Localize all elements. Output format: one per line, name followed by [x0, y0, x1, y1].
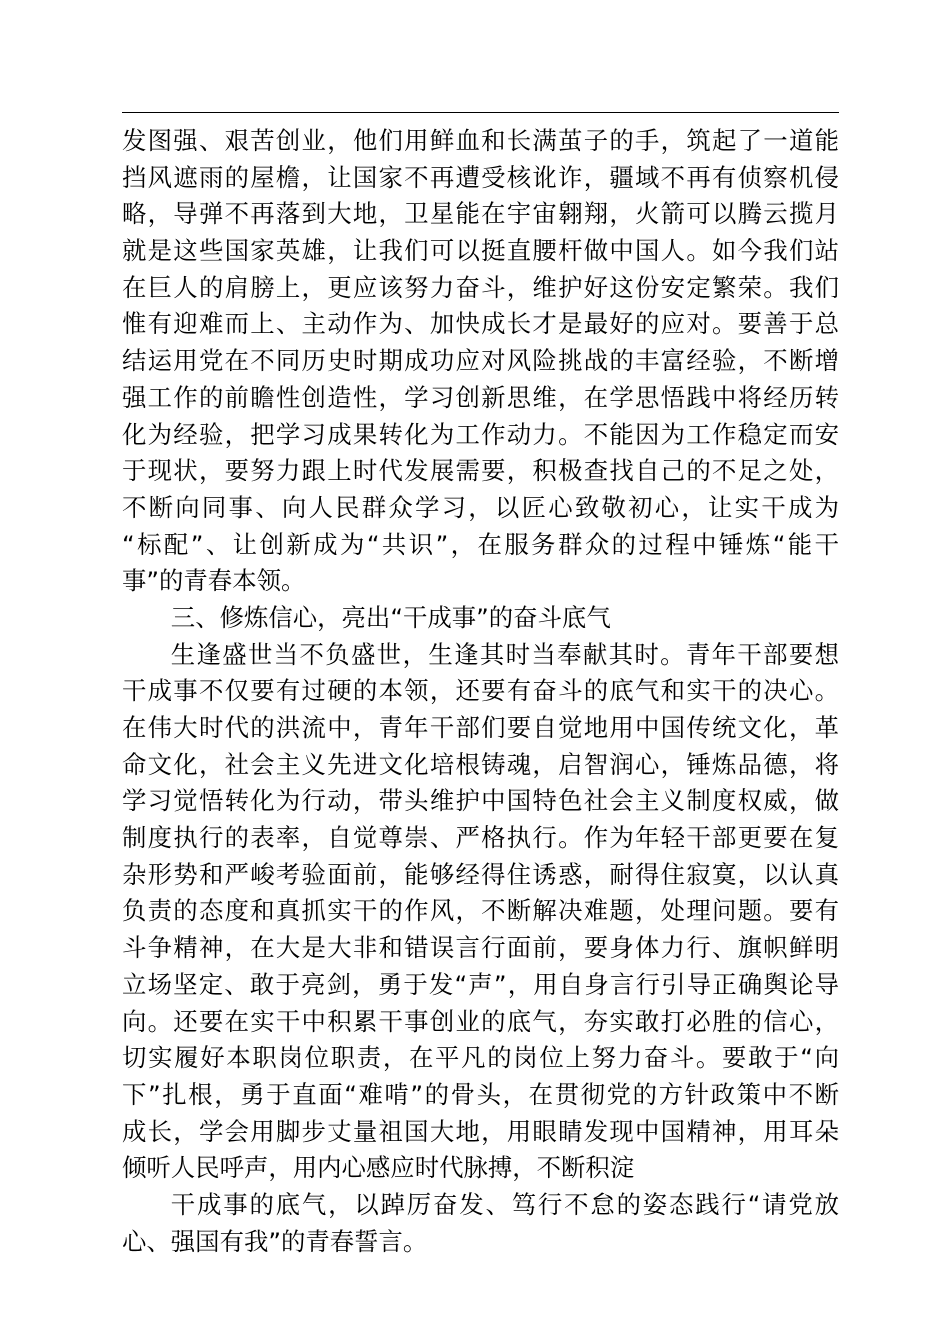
- text-line: 事”的青春本领。: [122, 566, 306, 596]
- paragraph-3: [122, 1187, 839, 1260]
- text-line: 在伟大时代的洪流中，青年干部们要自觉地用中国传统文化，革: [122, 713, 839, 742]
- text-line: 就是这些国家英雄，让我们可以挺直腰杆做中国人。如今我们站: [122, 236, 839, 266]
- text-line: 成长，学会用脚步丈量祖国大地，用眼睛发现中国精神，用耳朵: [122, 1116, 839, 1146]
- text-line: 制度执行的表率，自觉尊崇、严格执行。作为年轻干部更要在复: [122, 823, 839, 853]
- text-line: 于现状，要努力跟上时代发展需要，积极查找自己的不足之处，: [122, 456, 839, 486]
- document-body: [122, 123, 839, 1260]
- text-line: 干成事不仅要有过硬的本领，还要有奋斗的底气和实干的决心。: [122, 676, 839, 706]
- paragraph-2: [122, 637, 839, 1187]
- text-line: 负责的态度和真抓实干的作风，不断解决难题，处理问题。要有: [122, 896, 839, 926]
- text-line: 在巨人的肩膀上，更应该努力奋斗，维护好这份安定繁荣。我们: [122, 272, 839, 302]
- text-line: 干成事的底气，以踔厉奋发、笃行不怠的姿态践行“请党放: [170, 1189, 839, 1219]
- text-line: 心、强国有我”的青春誓言。: [122, 1226, 428, 1256]
- text-line: 挡风遮雨的屋檐，让国家不再遭受核讹诈，疆域不再有侦察机侵: [122, 162, 839, 192]
- text-line: 切实履好本职岗位职责，在平凡的岗位上努力奋斗。要敢于“向: [122, 1043, 839, 1073]
- text-line: 下”扎根，勇于直面“难啃”的骨头，在贯彻党的方针政策中不断: [122, 1079, 839, 1109]
- paragraph-1: [122, 123, 839, 600]
- text-line: 学习觉悟转化为行动，带头维护中国特色社会主义制度权威，做: [122, 786, 839, 816]
- text-line: 向。还要在实干中积累干事创业的底气，夯实敢打必胜的信心，: [122, 1006, 839, 1036]
- header-rule: [122, 112, 839, 113]
- text-line: 立场坚定、敢于亮剑，勇于发“声”，用自身言行引导正确舆论导: [122, 969, 839, 999]
- text-line: 不断向同事、向人民群众学习，以匠心致敬初心，让实干成为: [122, 492, 839, 522]
- text-line: 惟有迎难而上、主动作为、加快成长才是最好的应对。要善于总: [122, 309, 839, 339]
- text-line: “标配”、让创新成为“共识”，在服务群众的过程中锤炼“能干: [122, 529, 839, 559]
- text-line: 斗争精神，在大是大非和错误言行面前，要身体力行、旗帜鲜明: [122, 933, 839, 963]
- text-line: 命文化，社会主义先进文化培根铸魂，启智润心，锤炼品德，将: [122, 749, 839, 779]
- text-line: 化为经验，把学习成果转化为工作动力。不能因为工作稳定而安: [122, 419, 839, 449]
- text-line: 略，导弹不再落到大地，卫星能在宇宙翱翔，火箭可以腾云揽月: [122, 199, 839, 229]
- text-line: 强工作的前瞻性创造性，学习创新思维，在学思悟践中将经历转: [122, 382, 839, 412]
- section-heading: 三、修炼信心，亮出“干成事”的奋斗底气: [170, 602, 611, 632]
- text-line: 发图强、艰苦创业，他们用鲜血和长满茧子的手，筑起了一道能: [122, 126, 839, 155]
- text-line: 倾听人民呼声，用内心感应时代脉搏，不断积淀: [122, 1153, 635, 1183]
- text-line: 结运用党在不同历史时期成功应对风险挑战的丰富经验，不断增: [122, 346, 839, 376]
- text-line: 生逢盛世当不负盛世，生逢其时当奉献其时。青年干部要想: [170, 639, 839, 669]
- text-line: 杂形势和严峻考验面前，能够经得住诱惑，耐得住寂寞，以认真: [122, 859, 839, 889]
